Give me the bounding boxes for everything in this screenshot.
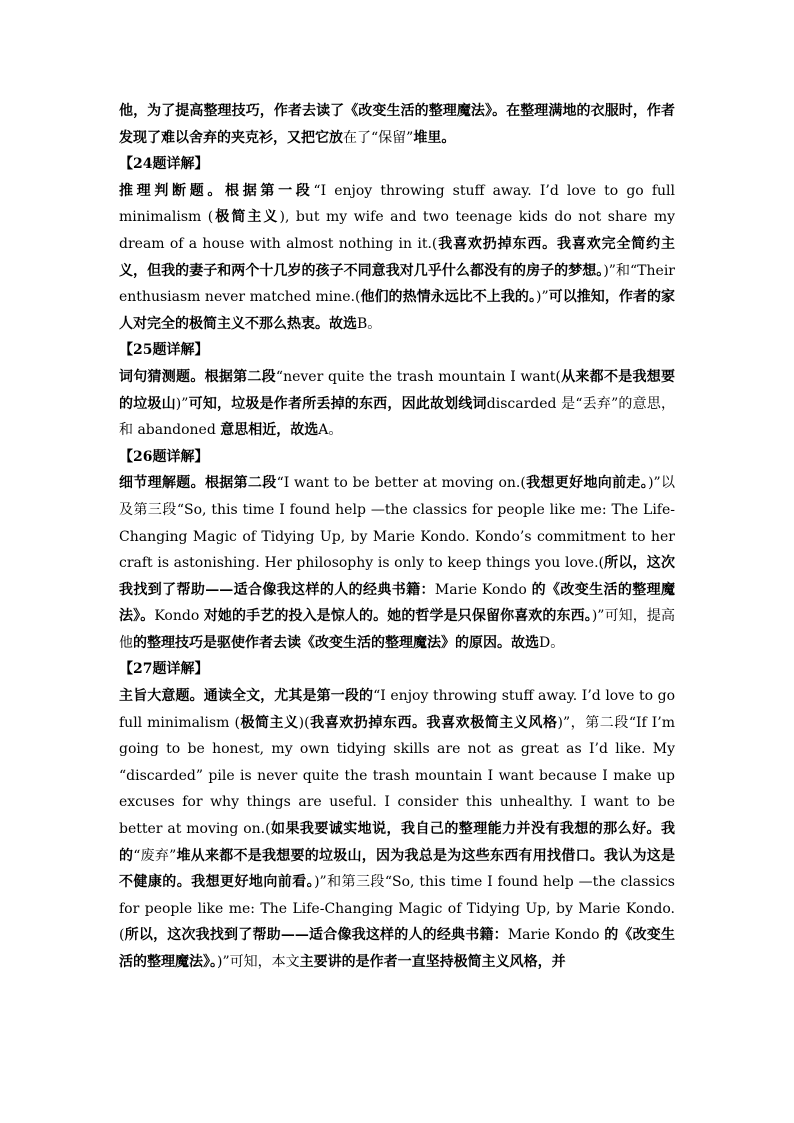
question-26-heading: 【26题详解】 <box>119 448 209 465</box>
bold-text: 细节理解题。根据第二段 <box>119 475 277 492</box>
plain-text: “废弃” <box>133 847 177 864</box>
question-25-explanation <box>119 364 675 444</box>
document-page <box>119 98 675 976</box>
bold-text: 词句猜测题。根据第二段 <box>119 368 276 385</box>
question-27-explanation <box>119 683 675 976</box>
plain-text: )”以及第三段“So, this time I found help —the classics for people like me: The Life-Changing Magic of Tidying Up, by Marie Kondo. Kondo’s commitment to her craft is astonishing. Her philosophy is only to keep things you love.( <box>119 475 676 572</box>
plain-text: “I enjoy throwing stuff away. I’d love to go full minimalism ( <box>119 182 676 226</box>
plain-text: )”可知，本文 <box>217 954 300 970</box>
bold-text: 的《改变生活的整理魔法》。 <box>119 927 675 970</box>
bold-text: 极简主义 <box>239 714 299 731</box>
bold-text: 我喜欢扔掉东西。我喜欢完全简约主义，但我的妻子和两个十几岁的孩子不同意我对几乎什么都没有的房子的梦想。 <box>119 235 675 279</box>
bold-text: 我喜欢扔掉东西。我喜欢极简主义风格 <box>309 714 558 731</box>
plain-text: )”和第三段“So, this time I found help —the classics for people like me: The Life-Changing Magic of Tidying Up, by Marie Kondo.( <box>119 874 675 944</box>
bold-text: 如果我要诚实地说，我自己的整理能力并没有我想的那么好。我的 <box>119 821 675 864</box>
bold-text: 极简主义 <box>213 209 280 226</box>
question-25-heading: 【25题详解】 <box>119 342 209 359</box>
bold-text: 我想更好地向前走。 <box>525 475 649 492</box>
bold-text: 主旨大意题。通读全文，尤其是第一段的 <box>119 688 374 705</box>
question-26-explanation <box>119 470 675 656</box>
plain-text: )” <box>536 289 549 306</box>
question-24-explanation <box>119 178 675 338</box>
plain-text: Marie Kondo <box>507 927 605 944</box>
question-27-heading: 【27题详解】 <box>119 661 209 678</box>
plain-text: )” <box>175 395 189 412</box>
bold-text: 所以，这次我找到了帮助——适合像我这样的人的经典书籍： <box>124 927 508 944</box>
bold-text: 所以，这次我找到了帮助——适合像我这样的人的经典书籍： <box>119 555 675 598</box>
passage-continuation <box>119 98 675 151</box>
plain-text: Kondo <box>154 608 204 625</box>
bold-text: 对她的手艺的投入是惊人的。她的哲学是只保留你喜欢的东西。 <box>203 608 592 625</box>
plain-text: )”可知，提高他 <box>119 608 676 651</box>
bold-text: 堆从来都不是我想要的垃圾山，因为我总是为这些东西有用找借口。我认为这是不健康的。我想更好地向前看。 <box>119 847 675 891</box>
plain-text: 在了“保留” <box>343 129 414 146</box>
question-24-heading: 【24题详解】 <box>119 156 209 173</box>
bold-text: 他，为了提高整理技巧，作者去读了《改变生活的整理魔法》。在整理满地的衣服时，作者发现了难以舍弃的夹克衫，又把它放 <box>119 103 675 146</box>
bold-text: 推理判断题。根据第一段 <box>119 182 314 199</box>
plain-text: discarded 是“丢弃”的意思，和 abandoned <box>119 395 676 439</box>
plain-text: )”和“Their enthusiasm never matched mine.( <box>119 262 675 306</box>
bold-text: 可知，垃圾是作者所丢掉的东西，因此故划线词 <box>188 395 487 412</box>
bold-text: 可以推知，作者的家人对完全的极简主义不那么热衷。故选 <box>119 289 676 332</box>
plain-text: )”，第二段“If I’m going to be honest, my own tidying skills are not as great as I’d like. My “discarded” pile is never quite the trash mountain I want because I make up excuses for why things are useful. I consider this unhealthy. I want to be better at moving on.( <box>119 714 675 838</box>
plain-text: “I enjoy throwing stuff away. I’d love to go full minimalism ( <box>119 688 675 731</box>
plain-text: B。 <box>357 315 382 332</box>
bold-text: 从来都不是我想要的垃圾山 <box>119 368 676 412</box>
plain-text: Marie Kondo <box>434 581 532 598</box>
bold-text: 堆里。 <box>413 129 456 146</box>
bold-text: 的《改变生活的整理魔法》。 <box>119 581 676 625</box>
plain-text: )( <box>298 714 310 731</box>
plain-text: “I want to be better at moving on.( <box>276 475 526 492</box>
plain-text: “never quite the trash mountain I want( <box>275 368 561 385</box>
plain-text: D。 <box>539 634 565 651</box>
plain-text: A。 <box>318 422 343 439</box>
plain-text: ), but my wife and two teenage kids do not share my dream of a house with almost nothing in it.( <box>119 209 676 252</box>
bold-text: 主要讲的是作者一直坚持极简主义风格，并 <box>299 954 566 970</box>
bold-text: 的整理技巧是驱使作者去读《改变生活的整理魔法》的原因。故选 <box>133 634 539 651</box>
bold-text: 意思相近，故选 <box>220 422 319 439</box>
bold-text: 他们的热情永远比不上我的。 <box>360 289 537 306</box>
